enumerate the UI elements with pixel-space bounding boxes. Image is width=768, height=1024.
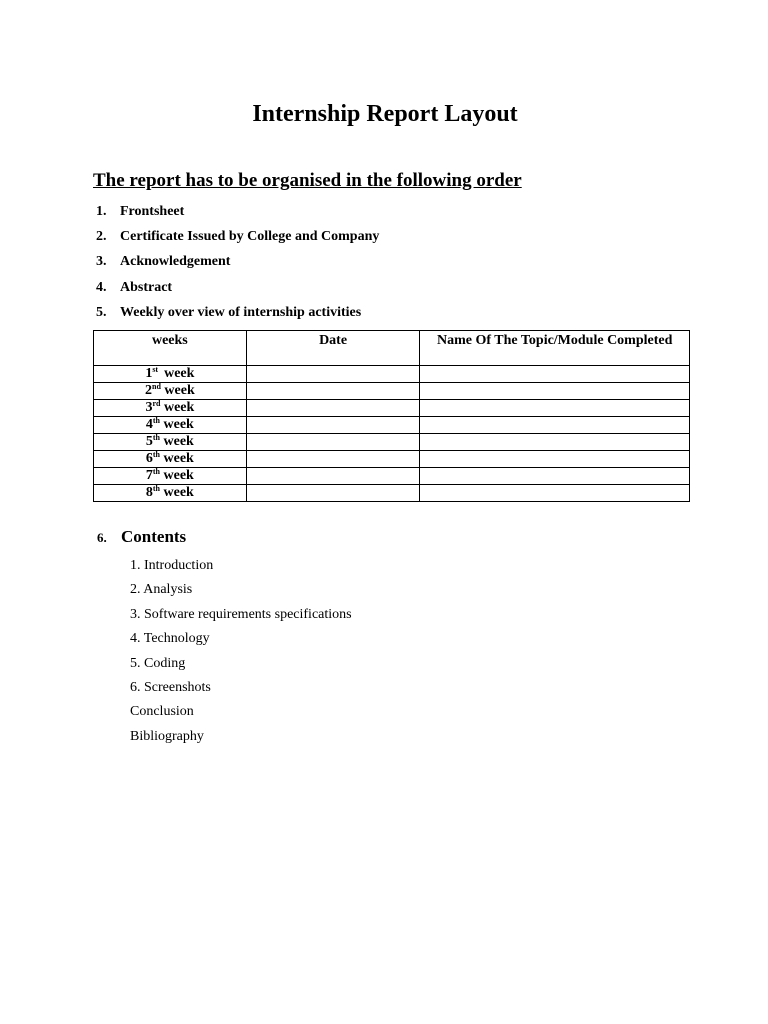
topic-cell [420, 451, 690, 468]
table-row [94, 468, 690, 485]
week-number: 8 [145, 485, 153, 500]
week-word: week [163, 400, 195, 415]
contents-item: 3. Software requirements specifications [130, 606, 352, 622]
header-topic: Name Of The Topic/Module Completed [420, 331, 690, 366]
table-row [94, 400, 690, 417]
date-cell [246, 485, 420, 502]
list-item-number: 1. [96, 204, 107, 219]
week-ordinal-suffix: rd [152, 399, 161, 408]
contents-item: 6. Screenshots [130, 679, 211, 695]
topic-cell [420, 434, 690, 451]
week-ordinal-suffix: nd [152, 382, 161, 391]
table-body [94, 366, 690, 502]
contents-heading [97, 527, 186, 547]
list-item-label: Weekly over view of internship activities [120, 304, 362, 320]
week-ordinal-suffix: th [152, 450, 161, 459]
topic-cell [420, 383, 690, 400]
list-item-label: Acknowledgement [120, 254, 231, 270]
list-item-number: 3. [96, 254, 107, 270]
week-ordinal-suffix: th [152, 433, 161, 442]
contents-title: Contents [121, 527, 187, 546]
list-item-label: Abstract [120, 279, 173, 295]
week-ordinal-suffix: th [152, 484, 161, 493]
week-number: 5 [145, 434, 153, 449]
date-cell [246, 451, 420, 468]
topic-cell [420, 366, 690, 383]
list-item [96, 301, 379, 326]
list-item-number: 4. [96, 279, 107, 295]
list-item-label: Frontsheet [120, 204, 185, 219]
week-word: week [163, 468, 194, 483]
list-item [96, 225, 379, 250]
week-cell [94, 485, 247, 502]
date-cell [246, 468, 420, 485]
table-header-row [94, 331, 690, 366]
topic-cell [420, 400, 690, 417]
date-cell [246, 434, 420, 451]
table-row [94, 485, 690, 502]
week-number: 2 [145, 383, 152, 398]
week-number: 1 [145, 366, 153, 381]
contents-item: 4. Technology [130, 631, 210, 647]
week-cell [94, 434, 247, 451]
list-item [96, 250, 379, 275]
week-word: week [163, 451, 194, 466]
week-cell [94, 383, 247, 400]
table-row [94, 417, 690, 434]
week-word: week [163, 434, 194, 449]
date-cell [246, 366, 420, 383]
week-cell [94, 417, 247, 434]
week-ordinal-suffix: st [152, 365, 159, 374]
week-word: week [163, 485, 194, 500]
contents-number: 6. [97, 530, 107, 545]
list-item-number: 2. [96, 229, 107, 245]
week-number: 3 [145, 400, 153, 415]
contents-item: 2. Analysis [130, 582, 193, 598]
week-word: week [164, 366, 195, 381]
list-item-label: Certificate Issued by College and Company [120, 229, 380, 245]
report-order-list [96, 200, 379, 326]
date-cell [246, 400, 420, 417]
week-number: 6 [145, 451, 153, 466]
table-row [94, 451, 690, 468]
week-cell [94, 400, 247, 417]
topic-cell [420, 417, 690, 434]
list-item [96, 276, 379, 301]
contents-item: 5. Coding [130, 655, 186, 671]
contents-list [130, 555, 352, 750]
list-item-number: 5. [96, 304, 107, 320]
table-row [94, 434, 690, 451]
date-cell [246, 417, 420, 434]
page-title: Internship Report Layout [252, 101, 518, 127]
week-cell [94, 468, 247, 485]
date-cell [246, 383, 420, 400]
header-date: Date [246, 331, 420, 366]
week-word: week [164, 383, 195, 398]
topic-cell [420, 485, 690, 502]
contents-item: Conclusion [130, 704, 194, 720]
contents-item: Bibliography [130, 728, 204, 744]
contents-item: 1. Introduction [130, 558, 214, 573]
week-cell [94, 366, 247, 383]
table-row [94, 383, 690, 400]
section-subtitle: The report has to be organised in the following order [93, 170, 522, 191]
list-item [96, 200, 379, 225]
week-ordinal-suffix: th [152, 467, 161, 476]
week-number: 7 [145, 468, 153, 483]
table-row [94, 366, 690, 383]
weekly-overview-table [93, 330, 690, 502]
week-ordinal-suffix: th [152, 416, 161, 425]
week-cell [94, 451, 247, 468]
week-number: 4 [145, 417, 153, 432]
week-word: week [163, 417, 194, 432]
header-weeks: weeks [94, 331, 247, 366]
topic-cell [420, 468, 690, 485]
